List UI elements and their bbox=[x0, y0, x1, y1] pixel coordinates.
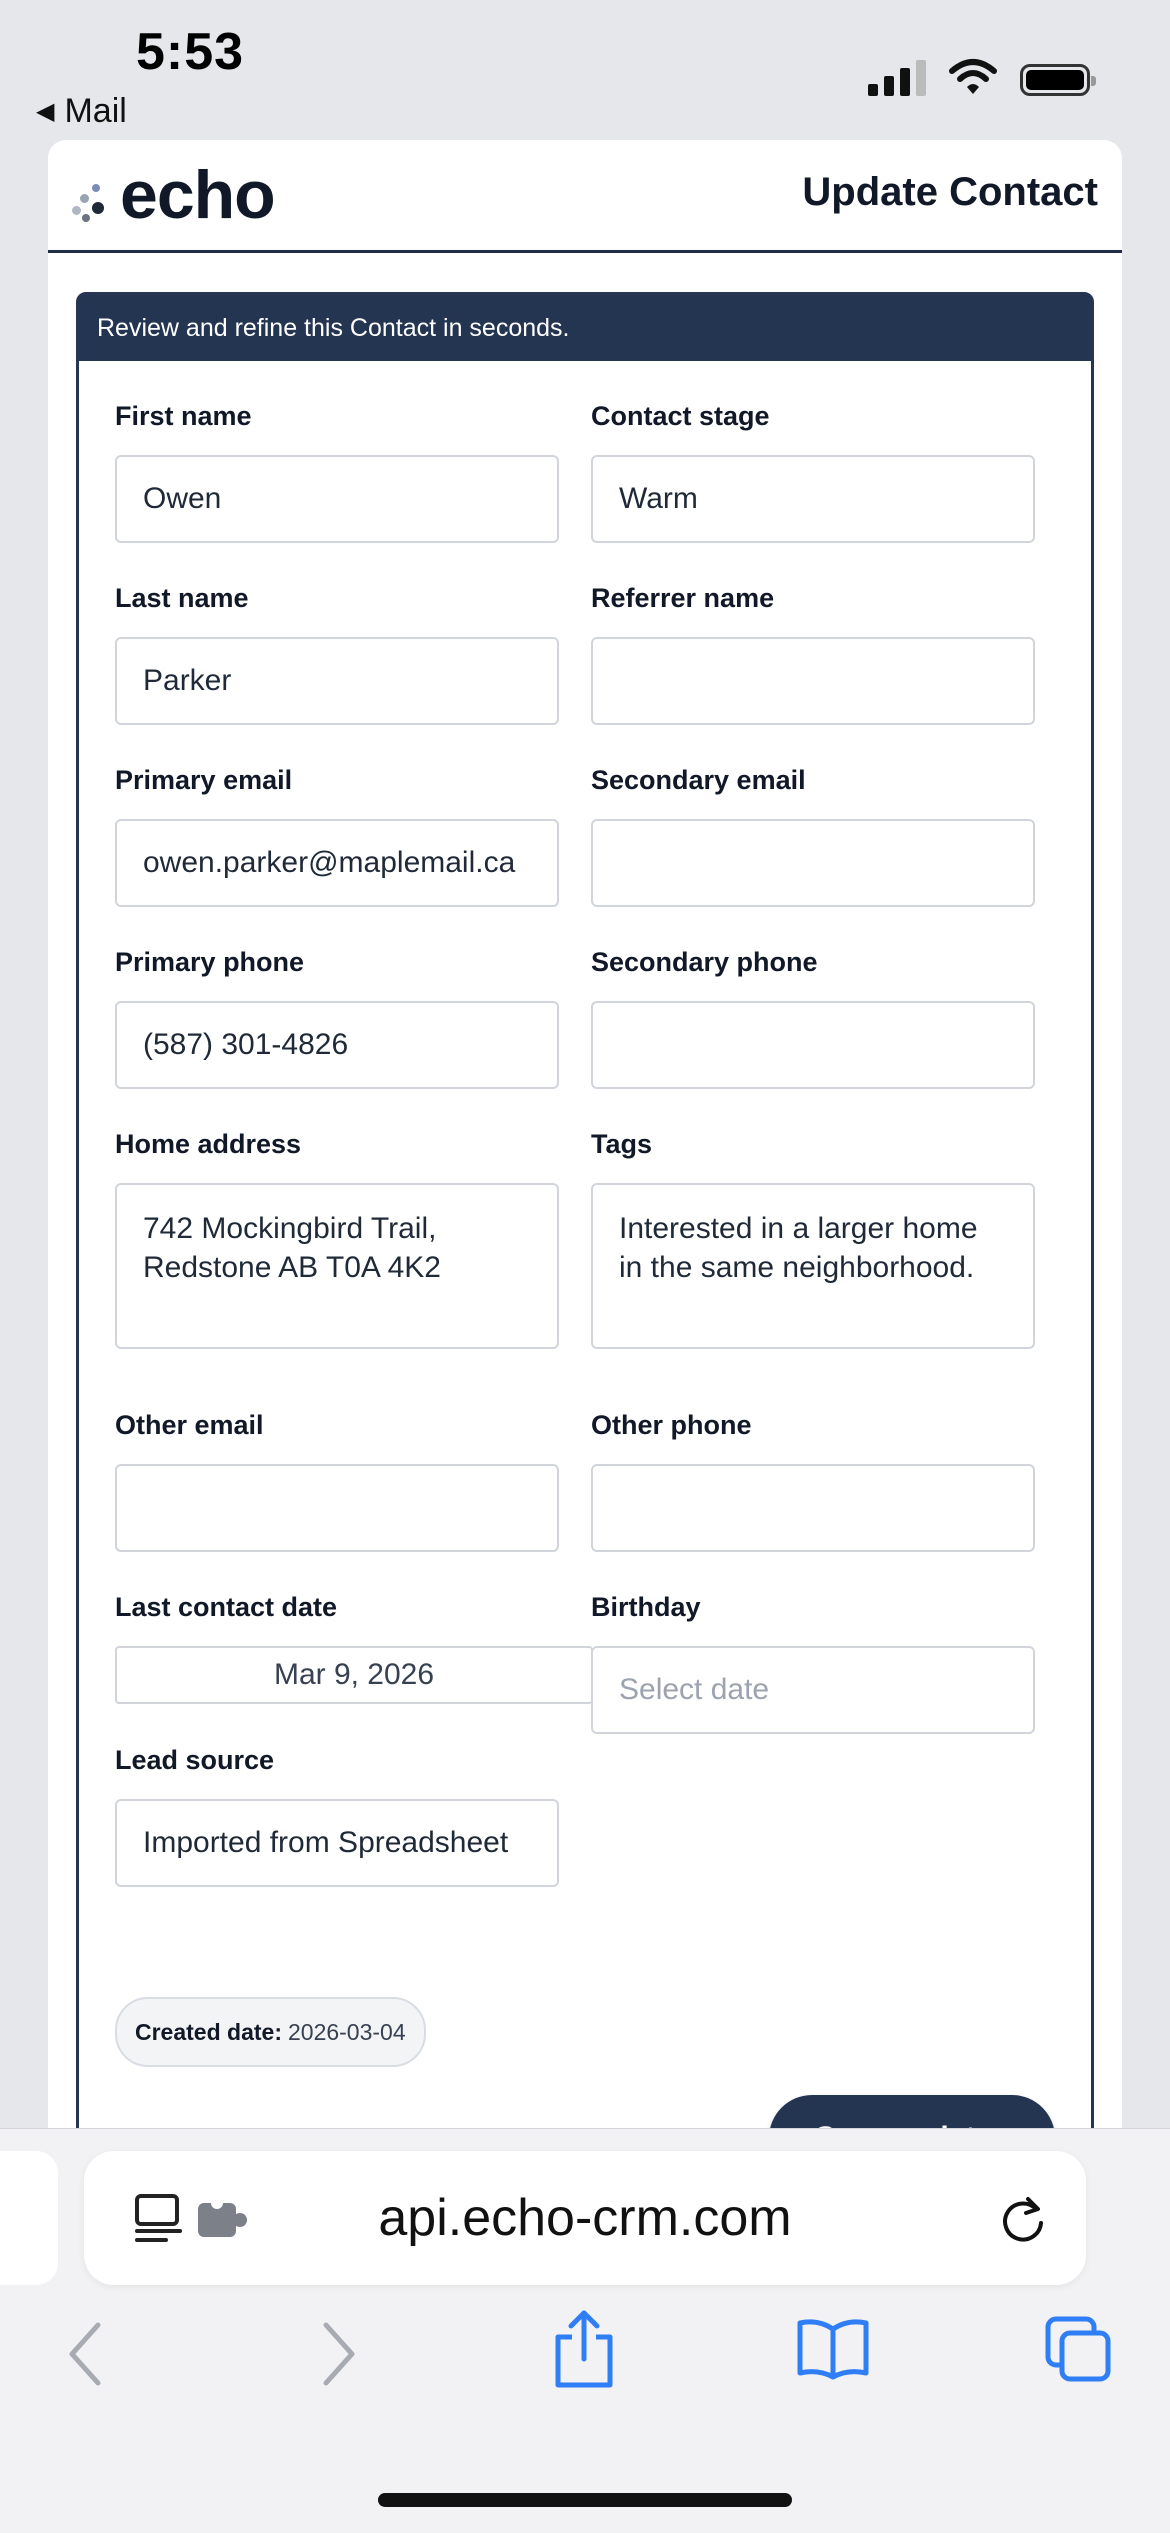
first-name-label: First name bbox=[115, 401, 252, 431]
created-date-label: Created date: bbox=[135, 2018, 282, 2045]
home-indicator bbox=[378, 2493, 792, 2507]
home-address-label: Home address bbox=[115, 1129, 302, 1159]
status-time: 5:53 bbox=[136, 23, 245, 81]
primary-email-field bbox=[115, 765, 559, 907]
status-icons bbox=[868, 58, 1090, 96]
card-header bbox=[48, 140, 1122, 253]
logo-text: echo bbox=[120, 157, 275, 233]
contact-stage-label: Contact stage bbox=[591, 401, 770, 431]
secondary-email-label: Secondary email bbox=[591, 765, 806, 795]
browser-toolbar bbox=[0, 2128, 1170, 2533]
home-address-field bbox=[115, 1129, 559, 1349]
reload-icon[interactable] bbox=[998, 2193, 1048, 2245]
other-phone-input[interactable] bbox=[591, 1464, 1035, 1552]
bookmarks-icon[interactable] bbox=[796, 2317, 870, 2381]
secondary-email-field bbox=[591, 765, 1035, 907]
contact-card bbox=[48, 140, 1122, 2140]
tabs-icon[interactable] bbox=[1044, 2315, 1114, 2385]
created-date-badge bbox=[115, 1997, 426, 2067]
last-name-label: Last name bbox=[115, 583, 249, 613]
signal-icon bbox=[868, 60, 926, 96]
logo-dots-icon bbox=[72, 180, 116, 224]
tags-field bbox=[591, 1129, 1035, 1349]
tags-label: Tags bbox=[591, 1129, 653, 1159]
referrer-name-field bbox=[591, 583, 1035, 725]
other-phone-label: Other phone bbox=[591, 1410, 752, 1440]
wifi-icon bbox=[948, 58, 998, 96]
back-icon[interactable] bbox=[66, 2319, 106, 2389]
first-name-input[interactable]: Owen bbox=[115, 455, 559, 543]
forward-icon[interactable] bbox=[318, 2319, 358, 2389]
contact-stage-input[interactable]: Warm bbox=[591, 455, 1035, 543]
tags-textarea[interactable]: Interested in a larger home in the same neighborhood. bbox=[591, 1183, 1035, 1349]
echo-logo bbox=[72, 156, 275, 234]
form-panel bbox=[76, 292, 1094, 2192]
contact-stage-field bbox=[591, 401, 1035, 543]
home-address-textarea[interactable]: 742 Mockingbird Trail, Redstone AB T0A 4K2 bbox=[115, 1183, 559, 1349]
created-date-value: 2026-03-04 bbox=[287, 2018, 406, 2045]
last-contact-date-picker[interactable]: Mar 9, 2026 bbox=[115, 1646, 593, 1704]
url-text: api.echo-crm.com bbox=[378, 2189, 792, 2247]
lead-source-input[interactable]: Imported from Spreadsheet bbox=[115, 1799, 559, 1887]
browser-nav-row bbox=[0, 2309, 1170, 2409]
other-email-field bbox=[115, 1410, 559, 1552]
previous-tab-preview[interactable] bbox=[0, 2151, 58, 2285]
share-icon[interactable] bbox=[552, 2309, 616, 2389]
other-phone-field bbox=[591, 1410, 1035, 1552]
primary-phone-label: Primary phone bbox=[115, 947, 305, 977]
page-title: Update Contact bbox=[802, 170, 1098, 214]
back-to-mail-link[interactable] bbox=[36, 92, 127, 131]
secondary-email-input[interactable] bbox=[591, 819, 1035, 907]
other-email-label: Other email bbox=[115, 1410, 264, 1440]
last-contact-date-field bbox=[115, 1592, 559, 1704]
info-banner: Review and refine this Contact in seconds. bbox=[79, 295, 1091, 361]
birthday-label: Birthday bbox=[591, 1592, 701, 1622]
address-bar[interactable] bbox=[84, 2151, 1086, 2285]
last-contact-date-label: Last contact date bbox=[115, 1592, 338, 1622]
battery-icon bbox=[1020, 64, 1090, 96]
last-name-input[interactable]: Parker bbox=[115, 637, 559, 725]
back-arrow-icon: ◀ bbox=[36, 98, 55, 125]
last-name-field bbox=[115, 583, 559, 725]
primary-phone-input[interactable]: (587) 301-4826 bbox=[115, 1001, 559, 1089]
referrer-name-label: Referrer name bbox=[591, 583, 775, 613]
primary-email-input[interactable]: owen.parker@maplemail.ca bbox=[115, 819, 559, 907]
secondary-phone-label: Secondary phone bbox=[591, 947, 818, 977]
back-label: Mail bbox=[64, 92, 127, 130]
lead-source-label: Lead source bbox=[115, 1745, 275, 1775]
primary-phone-field bbox=[115, 947, 559, 1089]
secondary-phone-field bbox=[591, 947, 1035, 1089]
birthday-field bbox=[591, 1592, 1035, 1734]
secondary-phone-input[interactable] bbox=[591, 1001, 1035, 1089]
primary-email-label: Primary email bbox=[115, 765, 293, 795]
other-email-input[interactable] bbox=[115, 1464, 559, 1552]
birthday-date-picker[interactable]: Select date bbox=[591, 1646, 1035, 1734]
referrer-name-input[interactable] bbox=[591, 637, 1035, 725]
first-name-field bbox=[115, 401, 559, 543]
lead-source-field bbox=[115, 1745, 559, 1887]
